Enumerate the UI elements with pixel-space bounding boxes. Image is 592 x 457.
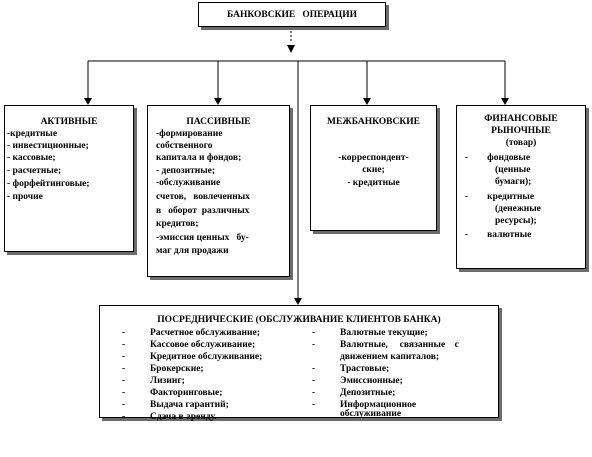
intermediary-dash: -: [122, 412, 126, 422]
intermediary-right-item: Валютные, связанные с: [340, 340, 459, 350]
intermediary-left-item: Сдача в аренду.: [150, 412, 217, 422]
intermediary-left-item: Лизинг;: [150, 376, 185, 386]
active-item: - форфейтинговые;: [7, 179, 90, 189]
intermediary-title: ПОСРЕДНИЧЕСКИЕ (ОБСЛУЖИВАНИЕ КЛИЕНТОВ БАНКА): [157, 315, 441, 325]
passive-line: в оборот различных: [156, 206, 250, 216]
financial-title-line: РЫНОЧНЫЕ: [491, 126, 551, 136]
intermediary-right-item: движением капиталов;: [340, 352, 440, 362]
intermediary-dash: -: [312, 400, 316, 410]
active-item: - кассовые;: [7, 153, 56, 163]
passive-line: счетов, вовлеченных: [156, 192, 250, 202]
intermediary-left-item: Выдача гарантий;: [150, 400, 229, 410]
intermediary-dash: -: [122, 376, 126, 386]
arrowhead-root: [287, 45, 295, 53]
financial-line: - валютные: [465, 230, 532, 240]
root-title: БАНКОВСКИЕ ОПЕРАЦИИ: [226, 10, 358, 20]
intermediary-dash: -: [122, 388, 126, 398]
intermediary-left-item: Факторинговые;: [150, 388, 223, 398]
arrowhead-passive: [214, 98, 222, 105]
root-box: [198, 2, 386, 27]
arrowhead-interbank: [363, 98, 371, 105]
interbank-line: ские;: [362, 165, 385, 175]
arrowhead-active: [84, 98, 92, 105]
intermediary-dash: -: [122, 328, 126, 338]
intermediary-dash: -: [312, 364, 316, 374]
active-item: - прочие: [7, 192, 43, 202]
passive-line: -эмиссия ценных бу-: [156, 233, 249, 243]
intermediary-right-item: Валютные текущие;: [340, 328, 428, 338]
active-box: [4, 105, 134, 252]
passive-line: маг для продажи: [156, 246, 229, 256]
intermediary-dash: -: [122, 340, 126, 350]
financial-line: бумаги);: [495, 177, 532, 187]
active-item: - инвестиционные;: [7, 141, 89, 151]
intermediary-dash: -: [312, 388, 316, 398]
financial-title-line: ФИНАНСОВЫЕ: [484, 114, 558, 124]
intermediary-right-item: Трастовые;: [340, 364, 390, 374]
interbank-line: -корреспондент-: [338, 153, 409, 163]
intermediary-dash: -: [312, 328, 316, 338]
arrowhead-financial: [501, 98, 509, 105]
intermediary-right-item: Информационное: [340, 400, 417, 410]
intermediary-left-item: Брокерские;: [150, 364, 204, 374]
intermediary-right-item: Эмиссионные;: [340, 376, 403, 386]
intermediary-right-item: обслуживание: [340, 409, 402, 419]
arrowhead-intermediary: [294, 298, 302, 305]
passive-line: -обслуживание: [156, 178, 221, 188]
passive-line: - депозитные;: [156, 166, 216, 176]
financial-box: [456, 105, 586, 269]
passive-line: собственного: [156, 141, 213, 151]
intermediary-dash: -: [122, 364, 126, 374]
financial-line: (денежные: [495, 204, 541, 214]
passive-line: -формирование: [156, 129, 223, 139]
financial-line: ресурсы);: [495, 216, 537, 226]
intermediary-left-item: Кассовое обслуживание;: [150, 340, 256, 350]
intermediary-dash: -: [312, 340, 316, 350]
active-item: - расчетные;: [7, 166, 62, 176]
intermediary-right-item: Депозитные;: [340, 388, 396, 398]
financial-line: - фондовые: [465, 153, 531, 163]
intermediary-box: [99, 305, 499, 422]
financial-line: - кредитные: [465, 192, 535, 202]
intermediary-left-item: Кредитное обслуживание;: [150, 352, 263, 362]
active-title: АКТИВНЫЕ: [40, 117, 98, 127]
financial-title-line: (товар): [505, 138, 537, 148]
passive-line: капитала и фондов;: [156, 153, 242, 163]
interbank-title: МЕЖБАНКОВСКИЕ: [327, 117, 420, 127]
interbank-box: [310, 105, 437, 231]
passive-line: кредитов;: [156, 219, 199, 229]
passive-title: ПАССИВНЫЕ: [186, 117, 251, 127]
intermediary-dash: -: [122, 352, 126, 362]
interbank-line: - кредитные: [347, 178, 400, 188]
financial-line: (ценные: [495, 165, 531, 175]
intermediary-dash: -: [122, 400, 126, 410]
intermediary-dash: -: [312, 376, 316, 386]
passive-box: [147, 105, 290, 277]
active-item: -кредитные: [7, 129, 58, 139]
intermediary-left-item: Расчетное обслуживание;: [150, 328, 260, 338]
